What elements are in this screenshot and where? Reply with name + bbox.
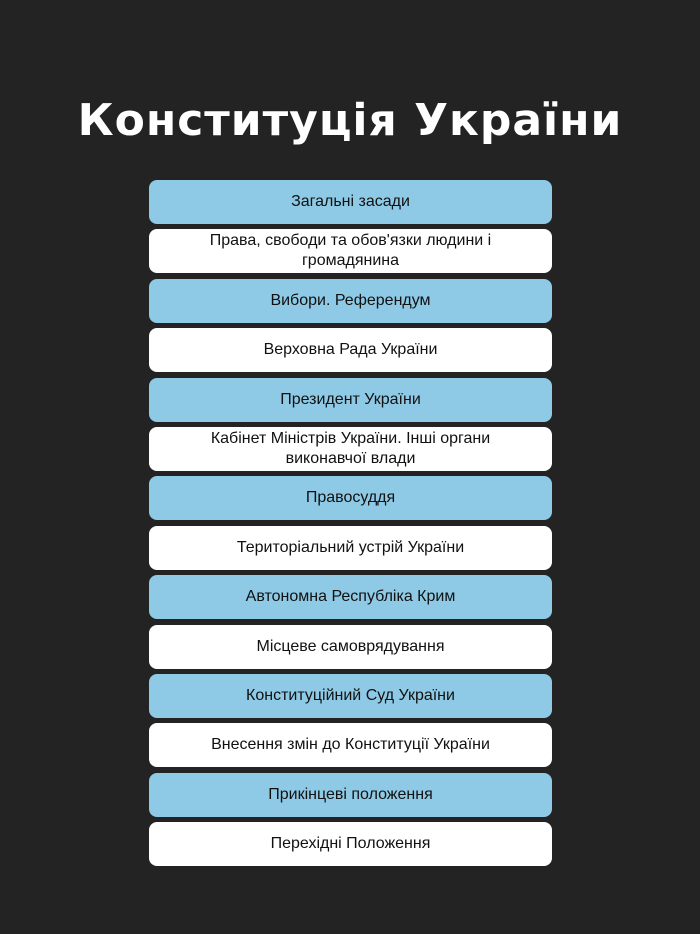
chapter-item: Територіальний устрій України	[149, 526, 552, 570]
chapter-item: Вибори. Референдум	[149, 279, 552, 323]
chapter-item: Прикінцеві положення	[149, 773, 552, 817]
chapter-item: Верховна Рада України	[149, 328, 552, 372]
page-title: Конституція України	[77, 95, 623, 147]
chapter-item: Місцеве самоврядування	[149, 625, 552, 669]
chapter-list	[149, 180, 552, 871]
chapter-item: Права, свободи та обов'язки людини і громадянина	[149, 229, 552, 273]
chapter-item: Президент України	[149, 378, 552, 422]
chapter-item: Перехідні Положення	[149, 822, 552, 866]
chapter-item: Загальні засади	[149, 180, 552, 224]
chapter-item: Правосуддя	[149, 476, 552, 520]
chapter-item: Автономна Республіка Крим	[149, 575, 552, 619]
chapter-item: Конституційний Суд України	[149, 674, 552, 718]
chapter-item: Внесення змін до Конституції України	[149, 723, 552, 767]
chapter-item: Кабінет Міністрів України. Інші органи виконавчої влади	[149, 427, 552, 471]
